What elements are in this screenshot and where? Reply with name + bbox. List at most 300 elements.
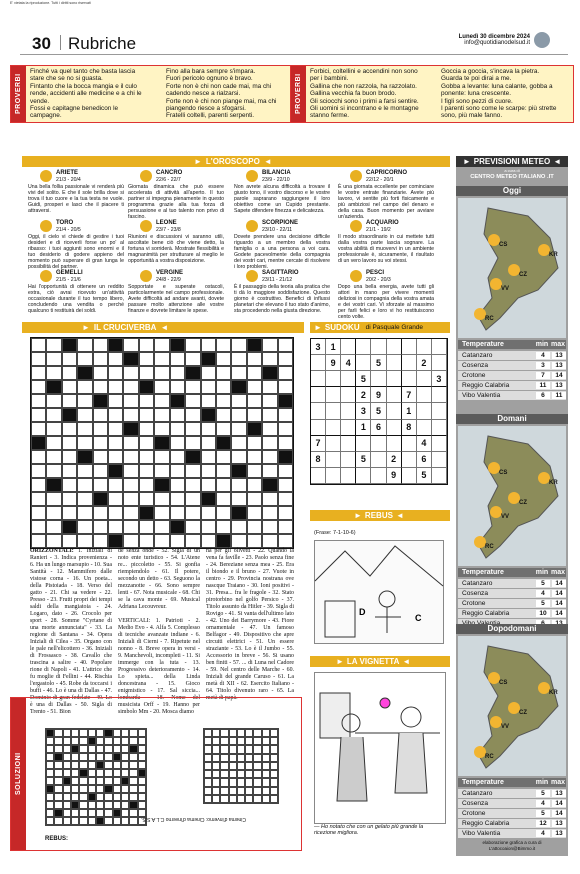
crossword-cell[interactable] [170, 534, 185, 548]
crossword-cell[interactable] [201, 478, 216, 492]
crossword-cell[interactable] [62, 506, 77, 520]
sudoku-cell[interactable] [326, 403, 341, 419]
crossword-cell[interactable] [185, 506, 200, 520]
crossword-cell[interactable] [46, 422, 61, 436]
crossword-cell[interactable] [77, 352, 92, 366]
crossword-cell[interactable] [170, 450, 185, 464]
sudoku-cell[interactable]: 6 [371, 420, 386, 436]
sudoku-cell[interactable] [387, 420, 402, 436]
crossword-cell[interactable] [262, 506, 277, 520]
sudoku-cell[interactable]: 3 [356, 403, 371, 419]
sudoku-cell[interactable] [326, 387, 341, 403]
crossword-cell[interactable] [154, 534, 169, 548]
sudoku-cell[interactable] [356, 339, 371, 355]
sudoku-cell[interactable] [432, 452, 447, 468]
crossword-cell[interactable] [247, 506, 262, 520]
crossword-cell[interactable] [93, 422, 108, 436]
crossword-cell[interactable] [154, 366, 169, 380]
crossword-cell[interactable] [201, 338, 216, 352]
crossword-cell[interactable] [31, 352, 46, 366]
crossword-cell[interactable] [278, 464, 293, 478]
crossword-cell[interactable] [262, 422, 277, 436]
sudoku-cell[interactable] [387, 355, 402, 371]
crossword-cell[interactable] [201, 394, 216, 408]
sudoku-cell[interactable] [341, 339, 356, 355]
crossword-cell[interactable] [108, 492, 123, 506]
crossword-cell[interactable] [154, 394, 169, 408]
crossword-cell[interactable] [201, 422, 216, 436]
crossword-cell[interactable] [216, 408, 231, 422]
crossword-cell[interactable] [170, 492, 185, 506]
crossword-cell[interactable] [247, 352, 262, 366]
crossword-cell[interactable] [216, 506, 231, 520]
sudoku-cell[interactable] [311, 387, 326, 403]
crossword-cell[interactable] [247, 366, 262, 380]
crossword-cell[interactable] [154, 492, 169, 506]
crossword-cell[interactable] [185, 338, 200, 352]
crossword-cell[interactable] [170, 506, 185, 520]
sudoku-cell[interactable] [387, 371, 402, 387]
crossword-cell[interactable] [278, 506, 293, 520]
sudoku-cell[interactable] [402, 468, 417, 484]
crossword-cell[interactable] [216, 450, 231, 464]
crossword-cell[interactable] [77, 534, 92, 548]
crossword-cell[interactable] [139, 394, 154, 408]
sudoku-cell[interactable] [326, 436, 341, 452]
crossword-cell[interactable] [123, 534, 138, 548]
sudoku-cell[interactable] [326, 420, 341, 436]
sudoku-cell[interactable]: 5 [371, 355, 386, 371]
crossword-cell[interactable] [123, 394, 138, 408]
crossword-cell[interactable] [108, 506, 123, 520]
crossword-cell[interactable] [77, 436, 92, 450]
crossword-cell[interactable] [93, 450, 108, 464]
crossword-cell[interactable] [108, 436, 123, 450]
crossword-cell[interactable] [93, 534, 108, 548]
sudoku-cell[interactable]: 9 [387, 468, 402, 484]
crossword-cell[interactable] [185, 534, 200, 548]
sudoku-cell[interactable] [341, 436, 356, 452]
crossword-cell[interactable] [46, 408, 61, 422]
crossword-cell[interactable] [247, 436, 262, 450]
crossword-cell[interactable] [154, 422, 169, 436]
crossword-cell[interactable] [108, 352, 123, 366]
crossword-cell[interactable] [123, 338, 138, 352]
sudoku-cell[interactable]: 1 [326, 339, 341, 355]
sudoku-cell[interactable] [356, 355, 371, 371]
crossword-cell[interactable] [278, 352, 293, 366]
crossword-cell[interactable] [216, 352, 231, 366]
crossword-cell[interactable] [31, 450, 46, 464]
sudoku-cell[interactable] [387, 387, 402, 403]
crossword-cell[interactable] [123, 380, 138, 394]
sudoku-cell[interactable] [417, 371, 432, 387]
crossword-cell[interactable] [170, 352, 185, 366]
sudoku-cell[interactable]: 2 [356, 387, 371, 403]
crossword-cell[interactable] [31, 520, 46, 534]
crossword-cell[interactable] [185, 464, 200, 478]
crossword-cell[interactable] [170, 380, 185, 394]
crossword-cell[interactable] [93, 338, 108, 352]
crossword-cell[interactable] [154, 338, 169, 352]
crossword-cell[interactable] [201, 506, 216, 520]
sudoku-cell[interactable]: 7 [311, 436, 326, 452]
sudoku-cell[interactable] [417, 420, 432, 436]
crossword-cell[interactable] [77, 408, 92, 422]
crossword-cell[interactable] [170, 464, 185, 478]
sudoku-cell[interactable] [311, 371, 326, 387]
sudoku-cell[interactable] [417, 387, 432, 403]
crossword-cell[interactable] [62, 436, 77, 450]
crossword-cell[interactable] [278, 436, 293, 450]
crossword-cell[interactable] [247, 394, 262, 408]
sudoku-cell[interactable]: 1 [356, 420, 371, 436]
crossword-cell[interactable] [247, 380, 262, 394]
crossword-cell[interactable] [108, 478, 123, 492]
crossword-cell[interactable] [77, 422, 92, 436]
crossword-cell[interactable] [231, 478, 246, 492]
sudoku-cell[interactable]: 3 [311, 339, 326, 355]
crossword-cell[interactable] [139, 492, 154, 506]
crossword-cell[interactable] [247, 534, 262, 548]
crossword-cell[interactable] [31, 380, 46, 394]
crossword-cell[interactable] [123, 450, 138, 464]
crossword-cell[interactable] [46, 450, 61, 464]
crossword-cell[interactable] [31, 492, 46, 506]
crossword-cell[interactable] [46, 534, 61, 548]
crossword-cell[interactable] [216, 380, 231, 394]
sudoku-cell[interactable] [326, 452, 341, 468]
sudoku-cell[interactable]: 7 [402, 387, 417, 403]
sudoku-cell[interactable] [311, 468, 326, 484]
crossword-grid[interactable] [30, 337, 294, 549]
crossword-cell[interactable] [77, 520, 92, 534]
crossword-cell[interactable] [108, 450, 123, 464]
crossword-cell[interactable] [108, 520, 123, 534]
sudoku-cell[interactable] [432, 436, 447, 452]
crossword-cell[interactable] [108, 394, 123, 408]
sudoku-cell[interactable] [387, 436, 402, 452]
crossword-cell[interactable] [46, 352, 61, 366]
sudoku-cell[interactable]: 8 [402, 420, 417, 436]
crossword-cell[interactable] [185, 394, 200, 408]
crossword-cell[interactable] [231, 492, 246, 506]
sudoku-cell[interactable] [341, 403, 356, 419]
crossword-cell[interactable] [31, 478, 46, 492]
crossword-cell[interactable] [62, 422, 77, 436]
crossword-cell[interactable] [139, 422, 154, 436]
crossword-cell[interactable] [62, 534, 77, 548]
crossword-cell[interactable] [201, 534, 216, 548]
crossword-cell[interactable] [123, 506, 138, 520]
sudoku-cell[interactable] [356, 436, 371, 452]
crossword-cell[interactable] [31, 506, 46, 520]
crossword-cell[interactable] [231, 520, 246, 534]
crossword-cell[interactable] [46, 506, 61, 520]
crossword-cell[interactable] [278, 366, 293, 380]
sudoku-cell[interactable]: 4 [417, 436, 432, 452]
crossword-cell[interactable] [247, 450, 262, 464]
crossword-cell[interactable] [278, 408, 293, 422]
crossword-cell[interactable] [262, 394, 277, 408]
crossword-cell[interactable] [185, 408, 200, 422]
crossword-cell[interactable] [139, 450, 154, 464]
crossword-cell[interactable] [123, 436, 138, 450]
crossword-cell[interactable] [201, 380, 216, 394]
sudoku-cell[interactable] [371, 339, 386, 355]
crossword-cell[interactable] [108, 366, 123, 380]
sudoku-cell[interactable] [402, 452, 417, 468]
crossword-cell[interactable] [216, 394, 231, 408]
sudoku-cell[interactable] [341, 387, 356, 403]
crossword-cell[interactable] [262, 534, 277, 548]
crossword-cell[interactable] [123, 492, 138, 506]
sudoku-cell[interactable]: 4 [341, 355, 356, 371]
crossword-cell[interactable] [123, 408, 138, 422]
crossword-cell[interactable] [93, 478, 108, 492]
crossword-cell[interactable] [231, 534, 246, 548]
crossword-cell[interactable] [262, 408, 277, 422]
sudoku-cell[interactable]: 5 [371, 403, 386, 419]
crossword-cell[interactable] [201, 464, 216, 478]
crossword-cell[interactable] [62, 380, 77, 394]
sudoku-cell[interactable] [402, 339, 417, 355]
crossword-cell[interactable] [123, 520, 138, 534]
crossword-cell[interactable] [185, 492, 200, 506]
sudoku-cell[interactable] [371, 452, 386, 468]
crossword-cell[interactable] [216, 464, 231, 478]
sudoku-cell[interactable] [341, 468, 356, 484]
crossword-cell[interactable] [231, 422, 246, 436]
crossword-cell[interactable] [185, 352, 200, 366]
sudoku-cell[interactable] [341, 420, 356, 436]
sudoku-cell[interactable]: 9 [326, 355, 341, 371]
crossword-cell[interactable] [154, 464, 169, 478]
crossword-cell[interactable] [77, 394, 92, 408]
crossword-cell[interactable] [31, 366, 46, 380]
crossword-cell[interactable] [216, 338, 231, 352]
crossword-cell[interactable] [93, 352, 108, 366]
crossword-cell[interactable] [216, 422, 231, 436]
crossword-cell[interactable] [170, 408, 185, 422]
crossword-cell[interactable] [247, 464, 262, 478]
crossword-cell[interactable] [247, 520, 262, 534]
crossword-cell[interactable] [31, 534, 46, 548]
sudoku-cell[interactable] [371, 371, 386, 387]
sudoku-cell[interactable] [432, 339, 447, 355]
crossword-cell[interactable] [278, 534, 293, 548]
crossword-cell[interactable] [139, 464, 154, 478]
crossword-cell[interactable] [216, 478, 231, 492]
sudoku-cell[interactable] [341, 371, 356, 387]
crossword-cell[interactable] [77, 478, 92, 492]
sudoku-cell[interactable]: 3 [432, 371, 447, 387]
crossword-cell[interactable] [262, 338, 277, 352]
sudoku-cell[interactable] [432, 403, 447, 419]
sudoku-cell[interactable] [311, 420, 326, 436]
crossword-cell[interactable] [262, 380, 277, 394]
crossword-cell[interactable] [231, 408, 246, 422]
crossword-cell[interactable] [31, 338, 46, 352]
crossword-cell[interactable] [108, 380, 123, 394]
crossword-cell[interactable] [62, 366, 77, 380]
crossword-cell[interactable] [62, 394, 77, 408]
crossword-cell[interactable] [77, 380, 92, 394]
crossword-cell[interactable] [262, 436, 277, 450]
crossword-cell[interactable] [139, 366, 154, 380]
crossword-cell[interactable] [231, 352, 246, 366]
sudoku-cell[interactable] [326, 371, 341, 387]
crossword-cell[interactable] [62, 464, 77, 478]
crossword-cell[interactable] [108, 408, 123, 422]
sudoku-cell[interactable] [387, 339, 402, 355]
crossword-cell[interactable] [170, 436, 185, 450]
sudoku-cell[interactable] [432, 468, 447, 484]
sudoku-cell[interactable] [311, 355, 326, 371]
crossword-cell[interactable] [108, 422, 123, 436]
crossword-cell[interactable] [123, 464, 138, 478]
crossword-cell[interactable] [201, 450, 216, 464]
sudoku-cell[interactable] [387, 403, 402, 419]
crossword-cell[interactable] [154, 380, 169, 394]
sudoku-cell[interactable]: 8 [311, 452, 326, 468]
crossword-cell[interactable] [139, 352, 154, 366]
sudoku-cell[interactable] [432, 387, 447, 403]
crossword-cell[interactable] [231, 394, 246, 408]
crossword-cell[interactable] [123, 366, 138, 380]
crossword-cell[interactable] [62, 478, 77, 492]
sudoku-cell[interactable] [402, 436, 417, 452]
sudoku-cell[interactable] [417, 339, 432, 355]
crossword-cell[interactable] [185, 422, 200, 436]
crossword-cell[interactable] [231, 436, 246, 450]
crossword-cell[interactable] [31, 422, 46, 436]
crossword-cell[interactable] [185, 520, 200, 534]
crossword-cell[interactable] [262, 492, 277, 506]
sudoku-cell[interactable] [326, 468, 341, 484]
crossword-cell[interactable] [77, 492, 92, 506]
crossword-cell[interactable] [123, 478, 138, 492]
crossword-cell[interactable] [139, 408, 154, 422]
crossword-cell[interactable] [62, 492, 77, 506]
crossword-cell[interactable] [46, 366, 61, 380]
sudoku-cell[interactable] [371, 468, 386, 484]
crossword-cell[interactable] [231, 338, 246, 352]
crossword-cell[interactable] [247, 408, 262, 422]
crossword-cell[interactable] [139, 534, 154, 548]
crossword-cell[interactable] [62, 352, 77, 366]
crossword-cell[interactable] [93, 464, 108, 478]
crossword-cell[interactable] [278, 422, 293, 436]
crossword-cell[interactable] [31, 394, 46, 408]
crossword-cell[interactable] [77, 506, 92, 520]
sudoku-cell[interactable] [432, 420, 447, 436]
sudoku-cell[interactable]: 2 [387, 452, 402, 468]
sudoku-cell[interactable] [417, 403, 432, 419]
crossword-cell[interactable] [216, 366, 231, 380]
crossword-cell[interactable] [139, 520, 154, 534]
crossword-cell[interactable] [170, 422, 185, 436]
crossword-cell[interactable] [278, 492, 293, 506]
crossword-cell[interactable] [46, 520, 61, 534]
crossword-cell[interactable] [278, 520, 293, 534]
crossword-cell[interactable] [278, 478, 293, 492]
crossword-cell[interactable] [170, 478, 185, 492]
sudoku-cell[interactable] [402, 371, 417, 387]
crossword-cell[interactable] [170, 366, 185, 380]
crossword-cell[interactable] [46, 492, 61, 506]
crossword-cell[interactable] [139, 478, 154, 492]
crossword-cell[interactable] [278, 380, 293, 394]
crossword-cell[interactable] [247, 492, 262, 506]
sudoku-cell[interactable] [311, 403, 326, 419]
crossword-cell[interactable] [154, 506, 169, 520]
crossword-cell[interactable] [139, 436, 154, 450]
crossword-cell[interactable] [216, 492, 231, 506]
crossword-cell[interactable] [201, 366, 216, 380]
crossword-cell[interactable] [154, 408, 169, 422]
sudoku-cell[interactable]: 5 [356, 371, 371, 387]
sudoku-cell[interactable] [432, 355, 447, 371]
crossword-cell[interactable] [31, 408, 46, 422]
sudoku-cell[interactable]: 9 [371, 387, 386, 403]
crossword-cell[interactable] [231, 450, 246, 464]
sudoku-cell[interactable]: 5 [417, 468, 432, 484]
crossword-cell[interactable] [154, 450, 169, 464]
sudoku-grid[interactable] [310, 338, 448, 485]
crossword-cell[interactable] [77, 338, 92, 352]
sudoku-cell[interactable]: 2 [417, 355, 432, 371]
sudoku-cell[interactable] [371, 436, 386, 452]
crossword-cell[interactable] [93, 408, 108, 422]
sudoku-cell[interactable] [356, 468, 371, 484]
crossword-cell[interactable] [139, 338, 154, 352]
crossword-cell[interactable] [185, 436, 200, 450]
crossword-cell[interactable] [62, 450, 77, 464]
sudoku-cell[interactable]: 1 [402, 403, 417, 419]
crossword-cell[interactable] [93, 380, 108, 394]
crossword-cell[interactable] [154, 352, 169, 366]
crossword-cell[interactable] [185, 478, 200, 492]
crossword-cell[interactable] [46, 394, 61, 408]
crossword-cell[interactable] [154, 520, 169, 534]
crossword-cell[interactable] [31, 464, 46, 478]
crossword-cell[interactable] [262, 352, 277, 366]
sudoku-cell[interactable]: 6 [417, 452, 432, 468]
crossword-cell[interactable] [216, 520, 231, 534]
sudoku-cell[interactable] [402, 355, 417, 371]
crossword-cell[interactable] [46, 338, 61, 352]
crossword-cell[interactable] [46, 464, 61, 478]
crossword-cell[interactable] [93, 506, 108, 520]
crossword-cell[interactable] [231, 366, 246, 380]
crossword-cell[interactable] [46, 436, 61, 450]
crossword-cell[interactable] [278, 338, 293, 352]
crossword-cell[interactable] [185, 380, 200, 394]
crossword-cell[interactable] [262, 464, 277, 478]
crossword-cell[interactable] [77, 464, 92, 478]
crossword-cell[interactable] [201, 520, 216, 534]
crossword-cell[interactable] [247, 478, 262, 492]
crossword-cell[interactable] [93, 436, 108, 450]
crossword-cell[interactable] [93, 520, 108, 534]
crossword-cell[interactable] [262, 520, 277, 534]
crossword-cell[interactable] [93, 366, 108, 380]
sudoku-cell[interactable]: 5 [356, 452, 371, 468]
crossword-cell[interactable] [201, 436, 216, 450]
sudoku-cell[interactable] [341, 452, 356, 468]
crossword-cell[interactable] [262, 450, 277, 464]
